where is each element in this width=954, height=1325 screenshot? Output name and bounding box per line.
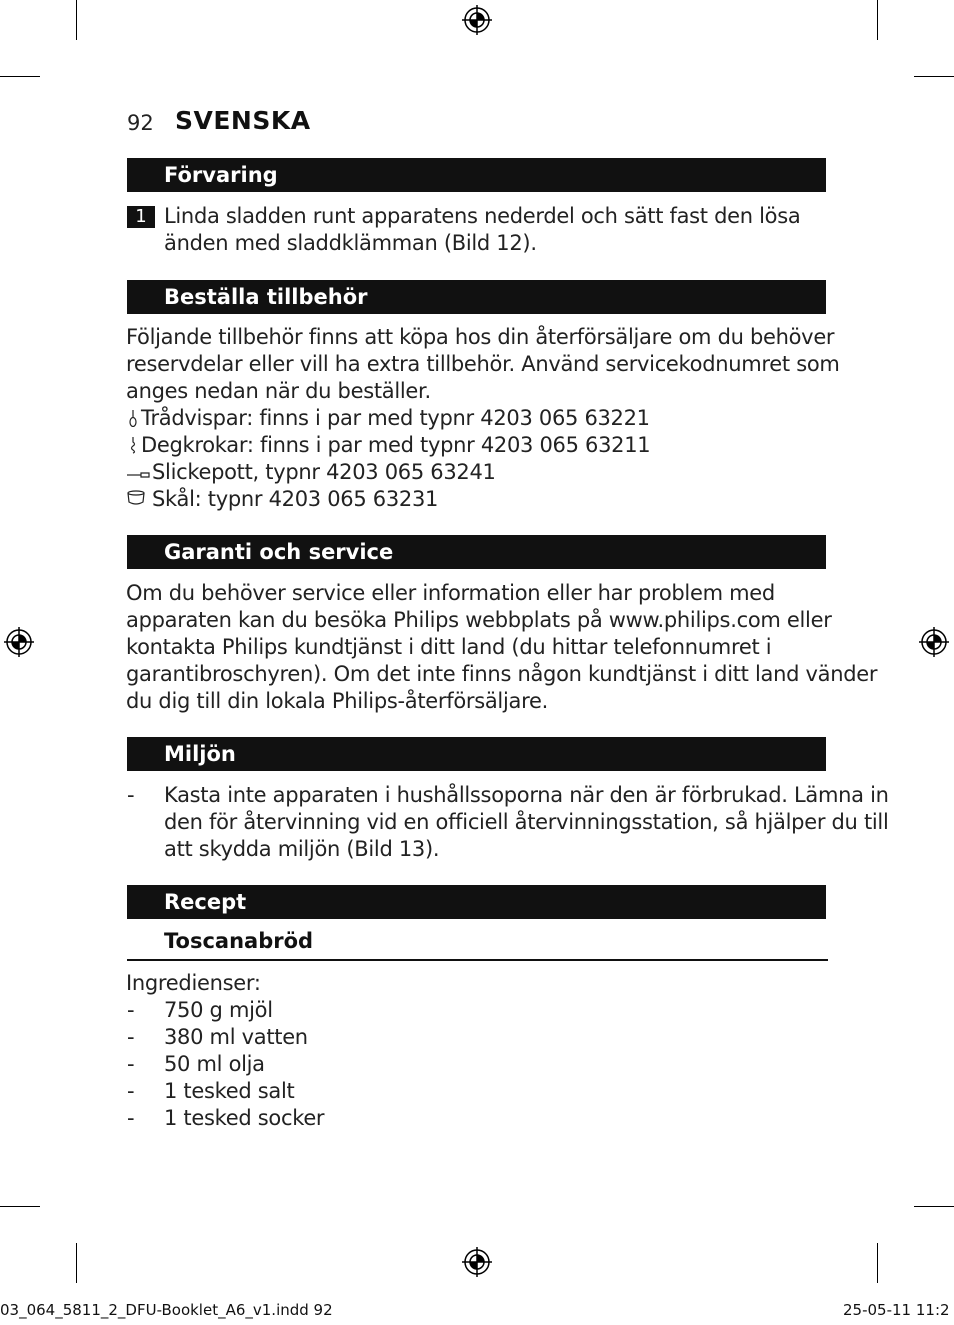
paragraph-line: du dig till din lokala Philips-återförsäljare. bbox=[126, 689, 548, 713]
crop-mark bbox=[914, 1206, 954, 1207]
list-bullet: - bbox=[127, 998, 135, 1022]
accessory-item: Skål: typnr 4203 065 63231 bbox=[152, 487, 439, 511]
file-info: 03_064_5811_2_DFU-Booklet_A6_v1.indd 92 bbox=[0, 1301, 333, 1319]
paragraph-line: Följande tillbehör finns att köpa hos din återförsäljare om du behöver bbox=[126, 325, 835, 349]
crop-mark bbox=[0, 1206, 40, 1207]
section-title-guarantee: Garanti och service bbox=[127, 535, 826, 569]
step-text: änden med sladdklämman (Bild 12). bbox=[164, 231, 537, 255]
ingredient-item: 1 tesked salt bbox=[164, 1079, 295, 1103]
accessory-item: Trådvispar: finns i par med typnr 4203 065 63221 bbox=[141, 406, 650, 430]
bowl-icon bbox=[126, 490, 146, 506]
step-number: 1 bbox=[127, 206, 155, 228]
paragraph-line: att skydda miljön (Bild 13). bbox=[164, 837, 440, 861]
accessory-item: Degkrokar: finns i par med typnr 4203 065 63211 bbox=[141, 433, 651, 457]
section-title-storage: Förvaring bbox=[127, 158, 826, 192]
paragraph-line: Kasta inte apparaten i hushållssoporna när den är förbrukad. Lämna in bbox=[164, 783, 889, 807]
ingredient-item: 750 g mjöl bbox=[164, 998, 273, 1022]
crop-mark bbox=[76, 1243, 77, 1283]
registration-mark-icon bbox=[4, 627, 34, 657]
paragraph-line: anges nedan när du beställer. bbox=[126, 379, 431, 403]
page-number: 92 bbox=[127, 111, 154, 135]
list-bullet: - bbox=[127, 1106, 135, 1130]
paragraph-line: den för återvinning vid en officiell återvinningsstation, så hjälper du till bbox=[164, 810, 889, 834]
list-bullet: - bbox=[127, 1025, 135, 1049]
ingredient-item: 50 ml olja bbox=[164, 1052, 265, 1076]
list-bullet: - bbox=[127, 1079, 135, 1103]
ingredients-label: Ingredienser: bbox=[126, 971, 261, 995]
section-title-accessories: Beställa tillbehör bbox=[127, 280, 826, 314]
paragraph-line: Om du behöver service eller information eller har problem med bbox=[126, 581, 775, 605]
whisk-icon bbox=[126, 409, 140, 427]
crop-mark bbox=[76, 0, 77, 40]
subtitle-rule bbox=[127, 959, 828, 961]
ingredient-item: 380 ml vatten bbox=[164, 1025, 308, 1049]
crop-mark bbox=[877, 1243, 878, 1283]
crop-mark bbox=[914, 76, 954, 77]
dough-hook-icon bbox=[126, 436, 140, 454]
registration-mark-icon bbox=[462, 1247, 492, 1277]
paragraph-line: reservdelar eller vill ha extra tillbehör. Använd servicekodnumret som bbox=[126, 352, 840, 376]
step-text: Linda sladden runt apparatens nederdel och sätt fast den lösa bbox=[164, 204, 801, 228]
paragraph-line: garantibroschyren). Om det inte finns någon kundtjänst i ditt land vänder bbox=[126, 662, 878, 686]
crop-mark bbox=[0, 76, 40, 77]
paragraph-line: apparaten kan du besöka Philips webbplats på www.philips.com eller bbox=[126, 608, 832, 632]
list-bullet: - bbox=[127, 783, 135, 807]
registration-mark-icon bbox=[462, 5, 492, 35]
list-bullet: - bbox=[127, 1052, 135, 1076]
spatula-icon bbox=[126, 468, 150, 480]
recipe-subtitle: Toscanabröd bbox=[164, 929, 314, 953]
language-heading: SVENSKA bbox=[175, 106, 311, 135]
accessory-item: Slickepott, typnr 4203 065 63241 bbox=[152, 460, 496, 484]
section-title-recipe: Recept bbox=[127, 885, 826, 919]
registration-mark-icon bbox=[919, 627, 949, 657]
section-title-environment: Miljön bbox=[127, 737, 826, 771]
ingredient-item: 1 tesked socker bbox=[164, 1106, 325, 1130]
date-time: 25-05-11 11:2 bbox=[843, 1301, 950, 1319]
crop-mark bbox=[877, 0, 878, 40]
paragraph-line: kontakta Philips kundtjänst i ditt land (du hittar telefonnumret i bbox=[126, 635, 772, 659]
